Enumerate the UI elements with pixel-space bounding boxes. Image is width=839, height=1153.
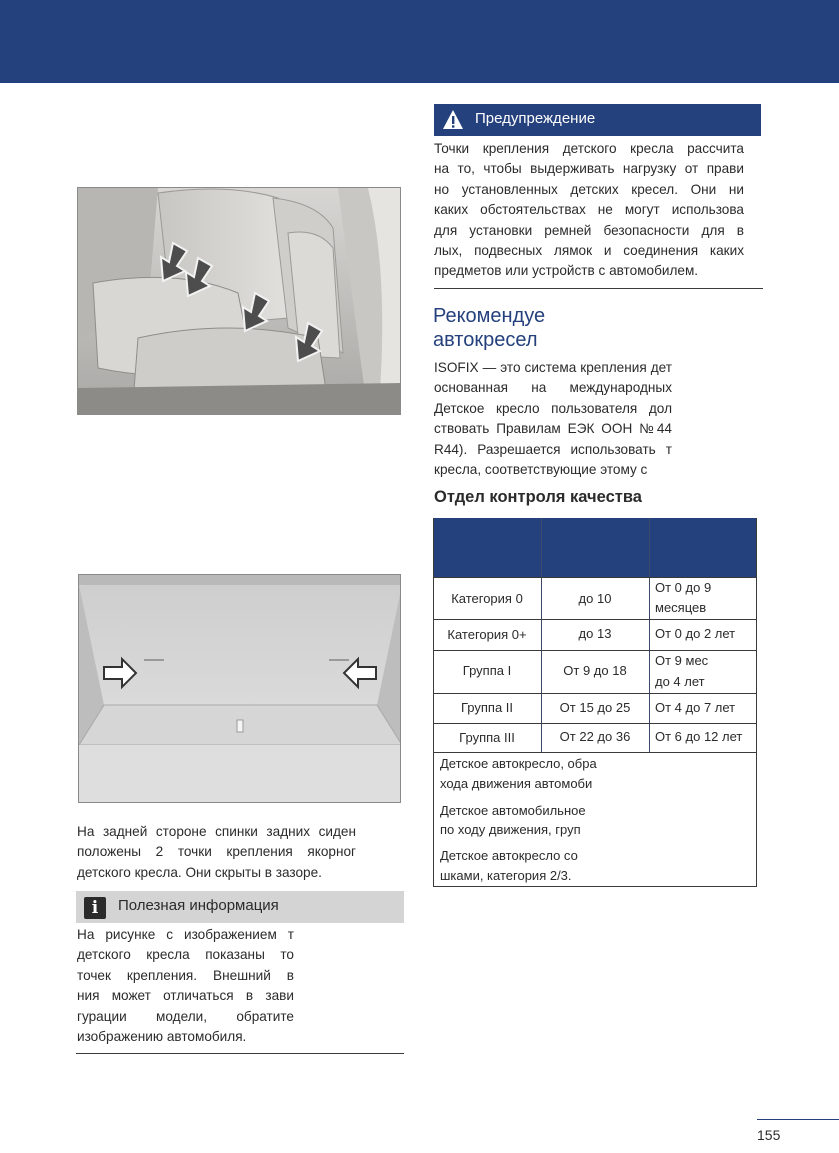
text-line: каких обстоятельствах не могут использова (434, 202, 744, 218)
table-note: хода движения автомоби (440, 776, 593, 791)
header-band (0, 0, 839, 83)
text-line: лых, подвесных лямок и соединения каких (434, 243, 744, 259)
table-cell: Группа II (460, 700, 514, 715)
table-cell: Категория 0+ (447, 627, 527, 642)
info-divider (76, 1053, 404, 1054)
text-line: ISOFIX — это система крепления дет (434, 360, 672, 375)
text-line: но установленных детских кресел. Они ни (434, 181, 744, 197)
text-line: предметов или устройств с автомобилем. (434, 263, 699, 279)
text-line: гурации модели, обратите (77, 1008, 294, 1024)
text-line: положены 2 точки крепления якорног (77, 844, 356, 860)
table-cell: Группа III (459, 730, 515, 745)
warning-bar (434, 104, 761, 136)
table-note: Детское автокресло, обра (440, 756, 597, 771)
text-line: ния может отличаться в зави (77, 988, 294, 1004)
table-cell: От 9 мес (655, 653, 709, 668)
text-line: Точки крепления детского кресла рассчита (434, 141, 744, 156)
text-line: детского кресла показаны то (77, 947, 294, 963)
table-cell: Категория 0 (451, 591, 523, 606)
warning-title: Предупреждение (475, 110, 596, 127)
table-row-divider (433, 619, 757, 620)
text-line: R44). Разрешается использовать т (434, 441, 672, 457)
table-cell: От 9 до 18 (563, 663, 627, 678)
table-note: Детское автомобильное (440, 803, 586, 818)
table-row-divider (433, 752, 757, 753)
text-line: ствовать Правилам ЕЭК ООН №44 (434, 421, 672, 437)
trunk-anchor-photo (78, 574, 401, 803)
text-line: изображению автомобиля. (77, 1029, 247, 1045)
table-cell: От 6 до 12 лет (655, 729, 743, 744)
table-row-divider (433, 650, 757, 651)
warning-divider (434, 288, 763, 289)
anchor-description (77, 822, 356, 883)
text-line: Детское кресло пользователя дол (434, 400, 672, 416)
text-line: точек крепления. Внешний в (77, 967, 294, 983)
table-row-divider (433, 723, 757, 724)
section-title (433, 304, 545, 352)
table-note: Детское автокресло со (440, 848, 578, 863)
table-cell: до 4 лет (655, 674, 705, 689)
text-line: На задней стороне спинки задних сиден (77, 824, 356, 839)
warning-triangle-icon (442, 109, 464, 131)
table-note: шками, категория 2/3. (440, 868, 572, 883)
table-cell: От 0 до 2 лет (655, 626, 736, 641)
text-line: кресла, соответствующие этому с (434, 462, 648, 478)
info-title: Полезная информация (118, 897, 279, 914)
table-row-divider (433, 693, 757, 694)
warning-text (434, 139, 744, 282)
section-title-line: автокресел (433, 329, 538, 351)
car-seat-table (433, 518, 757, 887)
text-line: основанная на международных (434, 380, 672, 396)
text-line: детского кресла. Они скрыты в зазоре. (77, 864, 322, 880)
table-cell: От 4 до 7 лет (655, 700, 736, 715)
info-icon: i (84, 897, 106, 919)
table-cell: Группа I (462, 663, 512, 678)
table-cell: От 0 до 9 (655, 580, 712, 595)
text-line: на то, чтобы выдерживать нагрузку от прави (434, 161, 744, 177)
table-cell: месяцев (655, 600, 707, 615)
page-number-rule (757, 1119, 839, 1120)
text-line: На рисунке с изображением т (77, 927, 294, 942)
isofix-text (434, 358, 672, 480)
page-number: 155 (757, 1127, 781, 1143)
table-note: по ходу движения, груп (440, 822, 581, 837)
table-cell: до 10 (578, 591, 612, 606)
info-bar (76, 891, 404, 923)
table-cell: От 22 до 36 (559, 729, 631, 744)
section-title-line: Рекомендуе (433, 305, 546, 327)
quality-title: Отдел контроля качества (434, 488, 642, 506)
text-line: для установки ремней безопасности для в (434, 222, 744, 238)
table-cell: От 15 до 25 (559, 700, 631, 715)
table-col-divider (649, 518, 650, 752)
rear-seat-anchor-photo (77, 187, 401, 415)
table-cell: до 13 (578, 626, 612, 641)
info-text (77, 925, 294, 1047)
